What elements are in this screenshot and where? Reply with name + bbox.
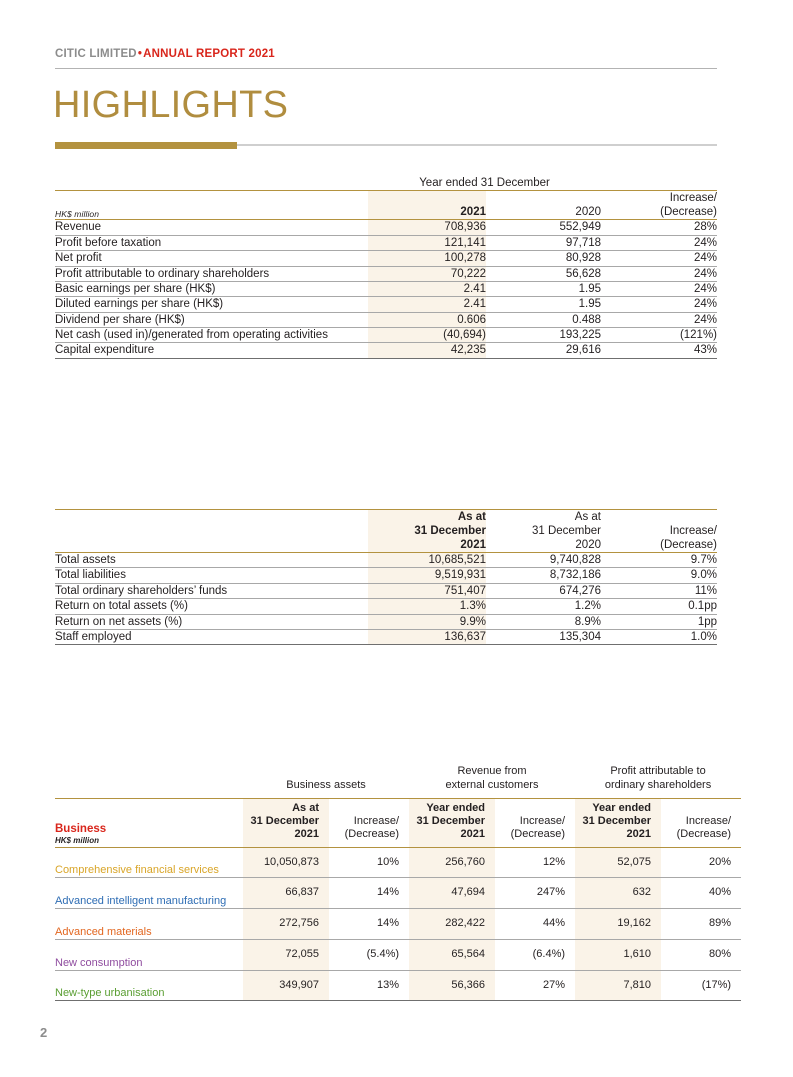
segment-business-assets-change: 13% xyxy=(329,970,409,1001)
segment-profit-change: (17%) xyxy=(661,970,741,1001)
table3-header-row xyxy=(55,798,741,847)
segment-revenue-change: 44% xyxy=(495,909,575,940)
table-row xyxy=(55,847,741,878)
segment-label: Comprehensive financial services xyxy=(55,847,243,878)
row-value-change: 9.7% xyxy=(601,553,717,568)
row-label: Capital expenditure xyxy=(55,343,368,358)
segment-business-assets: 272,756 xyxy=(243,909,329,940)
running-header-company: CITIC LIMITED xyxy=(55,48,137,60)
row-value-current: 2.41 xyxy=(368,297,486,312)
segment-profit: 52,075 xyxy=(575,847,661,878)
row-value-current: 10,685,521 xyxy=(368,553,486,568)
table3-col-revenue-change-line2: (Decrease) xyxy=(510,828,566,841)
segment-profit: 1,610 xyxy=(575,939,661,970)
segment-revenue: 256,760 xyxy=(409,847,495,878)
table2-col-2021-line3: 2021 xyxy=(460,539,486,552)
table3-group-header-row xyxy=(55,765,741,798)
row-value-change: 24% xyxy=(601,266,717,281)
table1-header-row xyxy=(55,191,717,220)
table3-col-revenue-line3: 2021 xyxy=(460,828,486,841)
segment-revenue-change: 247% xyxy=(495,878,575,909)
row-value-current: 1.3% xyxy=(368,599,486,614)
table2-col-2020-line1: As at xyxy=(574,511,601,523)
row-value-change: 43% xyxy=(601,343,717,358)
table3-col-assets-line1: As at xyxy=(292,801,319,814)
spacer-cell xyxy=(601,176,717,191)
segment-revenue-change: (6.4%) xyxy=(495,939,575,970)
segment-business-assets-change: 10% xyxy=(329,847,409,878)
page-number: 2 xyxy=(40,1025,48,1040)
segment-business-assets-change: 14% xyxy=(329,909,409,940)
row-value-current: (40,694) xyxy=(368,328,486,343)
segment-profit-change: 89% xyxy=(661,909,741,940)
row-label: Return on net assets (%) xyxy=(55,614,368,629)
table3-col-assets-change-line2: (Decrease) xyxy=(344,828,400,841)
segment-business-assets: 66,837 xyxy=(243,878,329,909)
table1-units-label: HK$ million xyxy=(55,191,368,220)
row-label: Staff employed xyxy=(55,629,368,644)
table2-header-row xyxy=(55,510,717,553)
table2-col-2021-line1: As at xyxy=(457,511,486,523)
row-label: Net cash (used in)/generated from operating activities xyxy=(55,328,368,343)
row-value-previous: 9,740,828 xyxy=(486,553,601,568)
table2-col-change-line2: (Decrease) xyxy=(660,539,717,552)
table3-col-assets-change-line1: Increase/ xyxy=(353,814,400,827)
row-value-previous: 1.95 xyxy=(486,281,601,296)
table2-col-2020-line2: 31 December xyxy=(531,525,601,538)
table2-col-2021-line2: 31 December xyxy=(414,525,486,538)
table3-col-profit xyxy=(575,798,661,847)
row-label: Diluted earnings per share (HK$) xyxy=(55,297,368,312)
row-label: Dividend per share (HK$) xyxy=(55,312,368,327)
table-row xyxy=(55,909,741,940)
segment-revenue: 56,366 xyxy=(409,970,495,1001)
table1-col-2021: 2021 xyxy=(368,191,486,220)
table3-row-head-units: HK$ million xyxy=(55,836,100,846)
table3-col-assets xyxy=(243,798,329,847)
table3-col-revenue xyxy=(409,798,495,847)
row-value-current: 70,222 xyxy=(368,266,486,281)
segment-label: New consumption xyxy=(55,939,243,970)
row-label: Total assets xyxy=(55,553,368,568)
row-value-previous: 8,732,186 xyxy=(486,568,601,583)
table-row xyxy=(55,281,717,296)
table3-col-profit-line1: Year ended xyxy=(592,801,652,814)
table-row xyxy=(55,970,741,1001)
row-value-change: (121%) xyxy=(601,328,717,343)
row-value-previous: 0.488 xyxy=(486,312,601,327)
segment-revenue: 65,564 xyxy=(409,939,495,970)
table1-col-change-line2: (Decrease) xyxy=(660,206,718,219)
table3-group-revenue xyxy=(409,765,575,798)
table2-col-2020 xyxy=(486,510,601,553)
segment-revenue: 282,422 xyxy=(409,909,495,940)
table-row xyxy=(55,343,717,358)
table3-body xyxy=(55,847,741,1001)
segment-revenue-change: 27% xyxy=(495,970,575,1001)
row-value-current: 751,407 xyxy=(368,583,486,598)
row-value-previous: 674,276 xyxy=(486,583,601,598)
row-value-previous: 1.95 xyxy=(486,297,601,312)
segment-profit: 19,162 xyxy=(575,909,661,940)
table2-body xyxy=(55,553,717,645)
table-row xyxy=(55,266,717,281)
table3-col-profit-change-line2: (Decrease) xyxy=(676,828,732,841)
row-value-previous: 29,616 xyxy=(486,343,601,358)
row-label: Profit before taxation xyxy=(55,235,368,250)
spacer-cell xyxy=(55,765,243,798)
segment-profit-change: 20% xyxy=(661,847,741,878)
row-label: Return on total assets (%) xyxy=(55,599,368,614)
table1-span-header-row xyxy=(55,176,717,191)
row-value-previous: 80,928 xyxy=(486,251,601,266)
segment-business-assets-change: 14% xyxy=(329,878,409,909)
table3-row-head-title-cell xyxy=(55,798,243,847)
row-value-current: 2.41 xyxy=(368,281,486,296)
row-value-current: 100,278 xyxy=(368,251,486,266)
row-value-current: 708,936 xyxy=(368,220,486,235)
table-row xyxy=(55,599,717,614)
table1-body xyxy=(55,220,717,358)
table-row xyxy=(55,629,717,644)
table-row xyxy=(55,614,717,629)
table-row xyxy=(55,583,717,598)
table3-col-revenue-change-line1: Increase/ xyxy=(519,814,566,827)
segment-business-assets: 10,050,873 xyxy=(243,847,329,878)
table3-group-1-line1: Business assets xyxy=(286,778,366,791)
row-value-change: 24% xyxy=(601,235,717,250)
segment-label: Advanced materials xyxy=(55,909,243,940)
segment-revenue: 47,694 xyxy=(409,878,495,909)
row-value-current: 0.606 xyxy=(368,312,486,327)
segment-revenue-change: 12% xyxy=(495,847,575,878)
row-value-change: 1.0% xyxy=(601,629,717,644)
segment-business-assets-change: (5.4%) xyxy=(329,939,409,970)
title-underline-grey xyxy=(237,144,717,146)
table-row xyxy=(55,939,741,970)
table1-col-2020: 2020 xyxy=(486,191,601,220)
row-label: Revenue xyxy=(55,220,368,235)
running-header-rule xyxy=(55,68,717,69)
table1-col-change-line1: Increase/ xyxy=(669,192,718,205)
table2-col-change-line1: Increase/ xyxy=(669,525,717,538)
table3-col-profit-line3: 2021 xyxy=(626,828,652,841)
table1-span-header: Year ended 31 December xyxy=(419,177,550,189)
segment-business-assets: 72,055 xyxy=(243,939,329,970)
row-value-change: 24% xyxy=(601,312,717,327)
row-label: Basic earnings per share (HK$) xyxy=(55,281,368,296)
table2-col-change xyxy=(601,510,717,553)
segment-profit-change: 40% xyxy=(661,878,741,909)
row-value-change: 9.0% xyxy=(601,568,717,583)
row-value-change: 0.1pp xyxy=(601,599,717,614)
table2-header-spacer xyxy=(55,510,368,553)
balance-sheet-highlights-table xyxy=(55,509,717,645)
table-row xyxy=(55,312,717,327)
segment-label: Advanced intelligent manufacturing xyxy=(55,878,243,909)
row-value-previous: 135,304 xyxy=(486,629,601,644)
table3-group-business-assets xyxy=(243,765,409,798)
running-header-separator: • xyxy=(137,48,143,60)
table3-col-assets-line2: 31 December xyxy=(250,814,319,827)
segment-business-assets: 349,907 xyxy=(243,970,329,1001)
table3-col-revenue-line2: 31 December xyxy=(416,814,486,827)
segment-profit: 632 xyxy=(575,878,661,909)
financial-highlights-table xyxy=(55,176,717,359)
table3-col-revenue-change xyxy=(495,798,575,847)
row-label: Total ordinary shareholders’ funds xyxy=(55,583,368,598)
row-label: Profit attributable to ordinary shareholders xyxy=(55,266,368,281)
row-value-previous: 97,718 xyxy=(486,235,601,250)
row-value-previous: 8.9% xyxy=(486,614,601,629)
table-row xyxy=(55,328,717,343)
table3-group-3-line2: ordinary shareholders xyxy=(604,778,712,791)
table3-col-revenue-line1: Year ended xyxy=(426,801,486,814)
business-segments-table xyxy=(55,765,741,1001)
segment-profit: 7,810 xyxy=(575,970,661,1001)
row-value-change: 24% xyxy=(601,281,717,296)
row-value-current: 9.9% xyxy=(368,614,486,629)
table-row xyxy=(55,553,717,568)
row-value-previous: 56,628 xyxy=(486,266,601,281)
row-value-current: 136,637 xyxy=(368,629,486,644)
table3-col-profit-line2: 31 December xyxy=(582,814,652,827)
row-value-previous: 1.2% xyxy=(486,599,601,614)
row-label: Total liabilities xyxy=(55,568,368,583)
table1-col-change xyxy=(601,191,717,220)
row-value-current: 42,235 xyxy=(368,343,486,358)
table3-col-assets-line3: 2021 xyxy=(294,828,319,841)
table3-group-2-line2: external customers xyxy=(445,778,539,791)
spacer-cell xyxy=(55,176,368,191)
row-value-change: 1pp xyxy=(601,614,717,629)
table3-group-profit xyxy=(575,765,741,798)
row-value-current: 9,519,931 xyxy=(368,568,486,583)
row-label: Net profit xyxy=(55,251,368,266)
table-row xyxy=(55,878,741,909)
running-header-report: ANNUAL REPORT 2021 xyxy=(143,48,275,60)
table-row xyxy=(55,297,717,312)
segment-label: New-type urbanisation xyxy=(55,970,243,1001)
row-value-previous: 552,949 xyxy=(486,220,601,235)
table2-col-2021 xyxy=(368,510,486,553)
page-title: HIGHLIGHTS xyxy=(53,84,289,126)
row-value-change: 28% xyxy=(601,220,717,235)
table3-col-profit-change xyxy=(661,798,741,847)
row-value-previous: 193,225 xyxy=(486,328,601,343)
table-row xyxy=(55,220,717,235)
table-row xyxy=(55,568,717,583)
segment-profit-change: 80% xyxy=(661,939,741,970)
running-header xyxy=(55,48,717,60)
row-value-change: 24% xyxy=(601,297,717,312)
table3-group-2-line1: Revenue from xyxy=(457,765,527,777)
table3-col-profit-change-line1: Increase/ xyxy=(685,814,732,827)
row-value-current: 121,141 xyxy=(368,235,486,250)
table3-col-assets-change xyxy=(329,798,409,847)
table-row xyxy=(55,251,717,266)
table2-col-2020-line3: 2020 xyxy=(575,539,601,552)
table-row xyxy=(55,235,717,250)
row-value-change: 11% xyxy=(601,583,717,598)
row-value-change: 24% xyxy=(601,251,717,266)
title-underline-gold xyxy=(55,142,237,149)
table3-group-3-line1: Profit attributable to xyxy=(610,765,706,777)
table3-row-head-title: Business xyxy=(55,823,107,836)
